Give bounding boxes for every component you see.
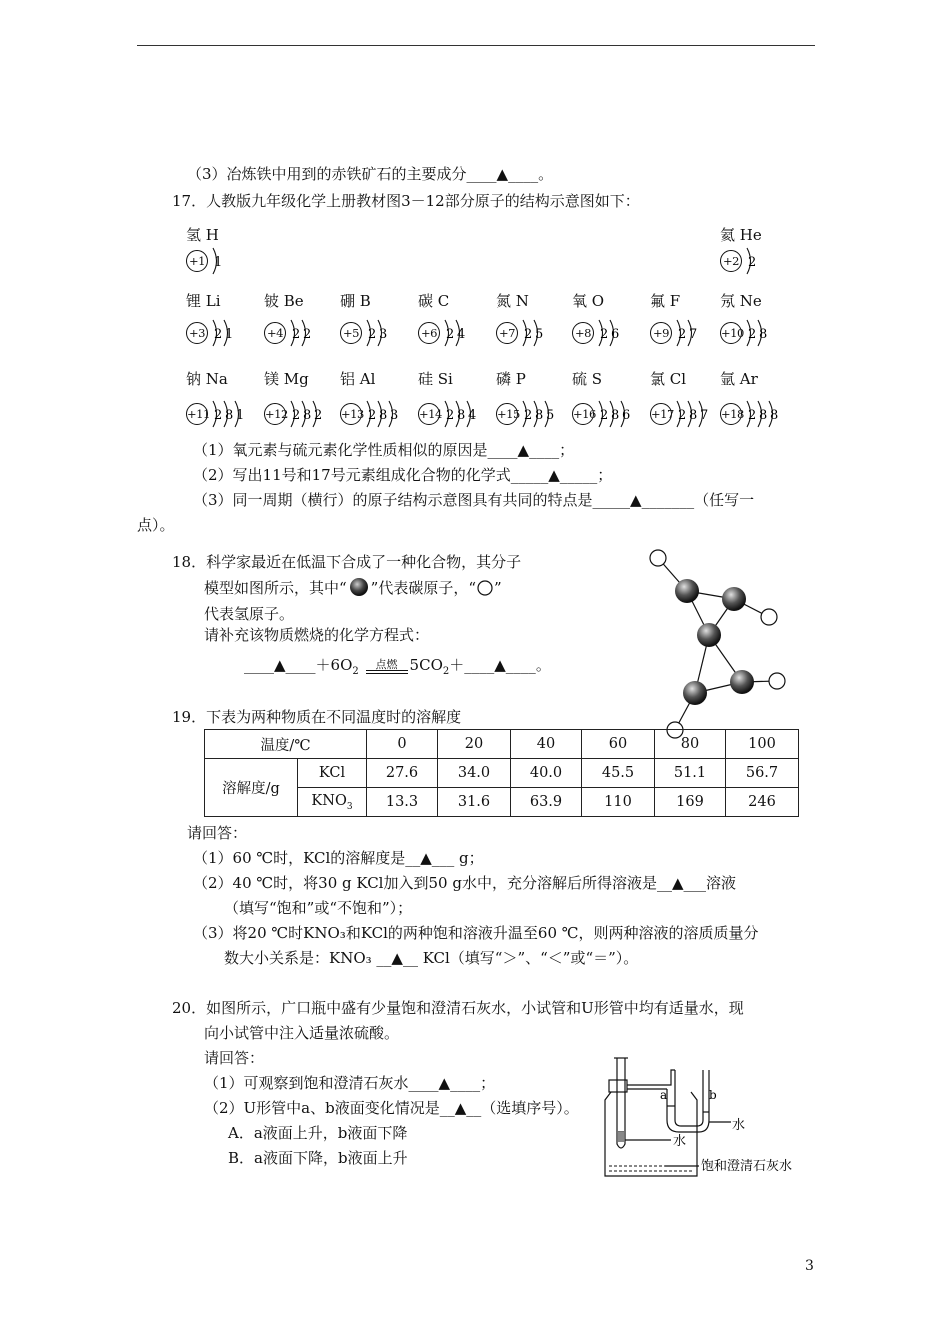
atom-nucleus: +6 xyxy=(418,322,440,344)
atom-nucleus: +15 xyxy=(496,403,518,425)
kcl-label: KCl xyxy=(298,759,367,788)
shell-electron-count: 8 xyxy=(611,408,620,423)
shell-electron-count: 5 xyxy=(535,327,544,342)
shell-electron-count: 8 xyxy=(770,408,779,423)
atom-name: 氩 Ar xyxy=(720,370,758,388)
electron-shells xyxy=(744,397,785,433)
shell-electron-count: 2 xyxy=(748,327,757,342)
atom-nucleus: +4 xyxy=(264,322,286,344)
atom-name: 氖 Ne xyxy=(720,292,762,310)
atom-name: 氧 O xyxy=(572,292,605,310)
atom-name: 铝 Al xyxy=(340,370,376,388)
molecule-model-figure xyxy=(640,540,800,740)
shell-electron-count: 2 xyxy=(368,408,377,423)
electron-shells xyxy=(210,397,251,433)
shell-electron-count: 2 xyxy=(748,408,757,423)
q20-option-b: B．a液面下降，b液面上升 xyxy=(228,1149,408,1167)
shell-electron-count: 4 xyxy=(468,408,477,423)
table-cell: 40 xyxy=(511,730,582,759)
shell-electron-count: 2 xyxy=(600,327,609,342)
q18-line4: 请补充该物质燃烧的化学方程式： xyxy=(204,626,430,644)
q17-title: 17．人教版九年级化学上册教材图3－12部分原子的结构示意图如下： xyxy=(172,192,640,210)
table-header-label: 温度/℃ xyxy=(205,730,367,759)
atom-name: 硫 S xyxy=(572,370,603,388)
atom-name: 铍 Be xyxy=(264,292,304,310)
atom-nucleus: +5 xyxy=(340,322,362,344)
shell-electron-count: 2 xyxy=(678,327,687,342)
table-cell: 31.6 xyxy=(438,788,511,817)
atom-nucleus: +3 xyxy=(186,322,208,344)
q20-part1: （1）可观察到饱和澄清石灰水____▲____； xyxy=(204,1074,496,1092)
shell-electron-count: 8 xyxy=(379,408,388,423)
atom-nucleus: +16 xyxy=(572,403,594,425)
table-row xyxy=(205,730,799,759)
shell-electron-count: 2 xyxy=(748,255,757,270)
table-cell: 40.0 xyxy=(511,759,582,788)
electron-shells xyxy=(596,397,637,433)
table-row xyxy=(205,759,799,788)
electron-shells xyxy=(596,316,626,352)
table-cell: 100 xyxy=(726,730,799,759)
shell-electron-count: 8 xyxy=(457,408,466,423)
atom-nucleus: +13 xyxy=(340,403,362,425)
reaction-condition: 点燃 xyxy=(364,656,410,672)
apparatus-figure xyxy=(595,1052,810,1187)
q20-line1: 20．如图所示，广口瓶中盛有少量饱和澄清石灰水，小试管和U形管中均有适量水，现 xyxy=(172,999,744,1017)
shell-electron-count: 2 xyxy=(678,408,687,423)
atom-name: 氯 Cl xyxy=(650,370,687,388)
atom-name: 氟 F xyxy=(650,292,681,310)
atom-name: 磷 P xyxy=(496,370,526,388)
shell-electron-count: 2 xyxy=(600,408,609,423)
shell-electron-count: 3 xyxy=(379,327,388,342)
shell-electron-count: 2 xyxy=(314,408,323,423)
shell-electron-count: 3 xyxy=(390,408,399,423)
shell-electron-count: 2 xyxy=(524,408,533,423)
shell-electron-count: 2 xyxy=(292,408,301,423)
shell-electron-count: 5 xyxy=(546,408,555,423)
q20-option-a: A．a液面上升，b液面下降 xyxy=(228,1124,408,1142)
table-cell: 13.3 xyxy=(367,788,438,817)
shell-electron-count: 2 xyxy=(368,327,377,342)
carbon-atoms xyxy=(675,579,754,705)
q19-part3: （3）将20 ℃时KNO₃和KCl的两种饱和溶液升温至60 ℃，则两种溶液的溶质质量分 xyxy=(193,924,759,942)
shell-electron-count: 6 xyxy=(611,327,620,342)
atom-nucleus: +2 xyxy=(720,250,742,272)
atom-name: 硼 B xyxy=(340,292,371,310)
table-cell: 0 xyxy=(367,730,438,759)
shell-electron-count: 2 xyxy=(446,327,455,342)
table-cell: 34.0 xyxy=(438,759,511,788)
q18-line3: 代表氢原子。 xyxy=(204,605,295,623)
shell-electron-count: 8 xyxy=(759,408,768,423)
shell-electron-count: 8 xyxy=(225,408,234,423)
electron-shells xyxy=(520,316,550,352)
electron-shells xyxy=(210,244,229,280)
q19-part1: （1）60 ℃时，KCl的溶解度是__▲___ g； xyxy=(193,849,484,867)
q19-part3-cont: 数大小关系是：KNO₃ __▲__ KCl（填写“＞”、“＜”或“＝”）。 xyxy=(224,949,639,967)
shell-electron-count: 8 xyxy=(535,408,544,423)
atom-nucleus: +7 xyxy=(496,322,518,344)
atom-name: 硅 Si xyxy=(418,370,453,388)
atom-nucleus: +8 xyxy=(572,322,594,344)
hydrogen-atoms xyxy=(650,550,785,738)
shell-electron-count: 2 xyxy=(214,408,223,423)
electron-shells xyxy=(674,316,704,352)
table-cell: 45.5 xyxy=(582,759,655,788)
carbon-atom-icon xyxy=(347,577,371,597)
shell-electron-count: 8 xyxy=(689,408,698,423)
atom-nucleus: +12 xyxy=(264,403,286,425)
header-rule xyxy=(137,45,815,46)
electron-shells xyxy=(442,316,472,352)
electron-shells xyxy=(210,316,240,352)
electron-shells xyxy=(288,316,318,352)
label-b: b xyxy=(709,1088,717,1102)
q17-part3: （3）同一周期（横行）的原子结构示意图具有共同的特点是_____▲_______（任写一 xyxy=(193,491,755,509)
atom-nucleus: +18 xyxy=(720,403,742,425)
q18-equation: $\_\_\_\_▲\_\_\_\_+6O_2$ 点燃 $5CO_2+\_\_\_\_▲\_\_\_\_$。 xyxy=(244,656,551,677)
shell-electron-count: 6 xyxy=(622,408,631,423)
electron-shells xyxy=(744,316,774,352)
q18-line2: 模型如图所示，其中“ ”代表碳原子，“ ” xyxy=(204,579,502,597)
shell-electron-count: 1 xyxy=(236,408,245,423)
shell-electron-count: 2 xyxy=(214,327,223,342)
shell-electron-count: 7 xyxy=(689,327,698,342)
q20-part2: （2）U形管中a、b液面变化情况是__▲__（选填序号）。 xyxy=(204,1099,579,1117)
q20-answer-label: 请回答： xyxy=(204,1049,265,1067)
atom-name: 碳 C xyxy=(418,292,450,310)
shell-electron-count: 7 xyxy=(700,408,709,423)
shell-electron-count: 2 xyxy=(446,408,455,423)
atom-nucleus: +17 xyxy=(650,403,672,425)
atom-name: 氦 He xyxy=(720,226,762,244)
shell-electron-count: 2 xyxy=(524,327,533,342)
atom-nucleus: +11 xyxy=(186,403,208,425)
atom-name: 氢 H xyxy=(186,226,219,244)
electron-shells xyxy=(744,244,763,280)
q19-part2: （2）40 ℃时，将30 g KCl加入到50 g水中，充分溶解后所得溶液是__▲___溶液 xyxy=(193,874,736,892)
table-cell: 63.9 xyxy=(511,788,582,817)
shell-electron-count: 1 xyxy=(225,327,234,342)
atom-name: 钠 Na xyxy=(186,370,228,388)
table-cell: 51.1 xyxy=(655,759,726,788)
table-cell: 56.7 xyxy=(726,759,799,788)
atom-name: 锂 Li xyxy=(186,292,221,310)
table-cell: 80 xyxy=(655,730,726,759)
atom-nucleus: +14 xyxy=(418,403,440,425)
atom-nucleus: +9 xyxy=(650,322,672,344)
shell-electron-count: 4 xyxy=(457,327,466,342)
shell-electron-count: 2 xyxy=(292,327,301,342)
q17-part1: （1）氧元素与硫元素化学性质相似的原因是____▲____； xyxy=(193,441,575,459)
electron-shells xyxy=(364,397,405,433)
electron-shells xyxy=(674,397,715,433)
q19-answer-label: 请回答： xyxy=(187,824,248,842)
q19-title: 19．下表为两种物质在不同温度时的溶解度 xyxy=(172,708,462,726)
q20-line2: 向小试管中注入适量浓硫酸。 xyxy=(204,1024,400,1042)
electron-shells xyxy=(364,316,394,352)
atom-name: 氮 N xyxy=(496,292,529,310)
shell-electron-count: 1 xyxy=(214,255,223,270)
electron-shells xyxy=(288,397,329,433)
solubility-table xyxy=(204,729,799,817)
row-label: 溶解度/g xyxy=(205,759,298,817)
q16-part3: （3）冶炼铁中用到的赤铁矿石的主要成分____▲____。 xyxy=(187,165,554,183)
label-water-tube: 水 xyxy=(673,1134,687,1149)
atom-name: 镁 Mg xyxy=(264,370,309,388)
table-cell: 20 xyxy=(438,730,511,759)
electron-shells xyxy=(520,397,561,433)
atom-nucleus: +1 xyxy=(186,250,208,272)
table-cell: 27.6 xyxy=(367,759,438,788)
q17-part2: （2）写出11号和17号元素组成化合物的化学式_____▲_____； xyxy=(193,466,613,484)
hydrogen-atom-icon xyxy=(476,577,494,597)
shell-electron-count: 8 xyxy=(303,408,312,423)
table-cell: 246 xyxy=(726,788,799,817)
label-water-utube: 水 xyxy=(732,1118,746,1133)
q19-part2-cont: （填写“饱和”或“不饱和”）； xyxy=(224,899,413,917)
kno3-label: $KNO_3$ xyxy=(298,788,367,817)
table-cell: 60 xyxy=(582,730,655,759)
table-cell: 169 xyxy=(655,788,726,817)
atom-nucleus: +10 xyxy=(720,322,742,344)
shell-electron-count: 8 xyxy=(759,327,768,342)
shell-electron-count: 2 xyxy=(303,327,312,342)
q18-line1: 18．科学家最近在低温下合成了一种化合物，其分子 xyxy=(172,553,522,571)
q17-part3-cont: 点）。 xyxy=(137,516,175,534)
electron-shells xyxy=(442,397,483,433)
page-number: 3 xyxy=(805,1258,814,1274)
table-cell: 110 xyxy=(582,788,655,817)
label-a: a xyxy=(660,1088,668,1102)
label-limewater: 饱和澄清石灰水 xyxy=(701,1159,793,1174)
